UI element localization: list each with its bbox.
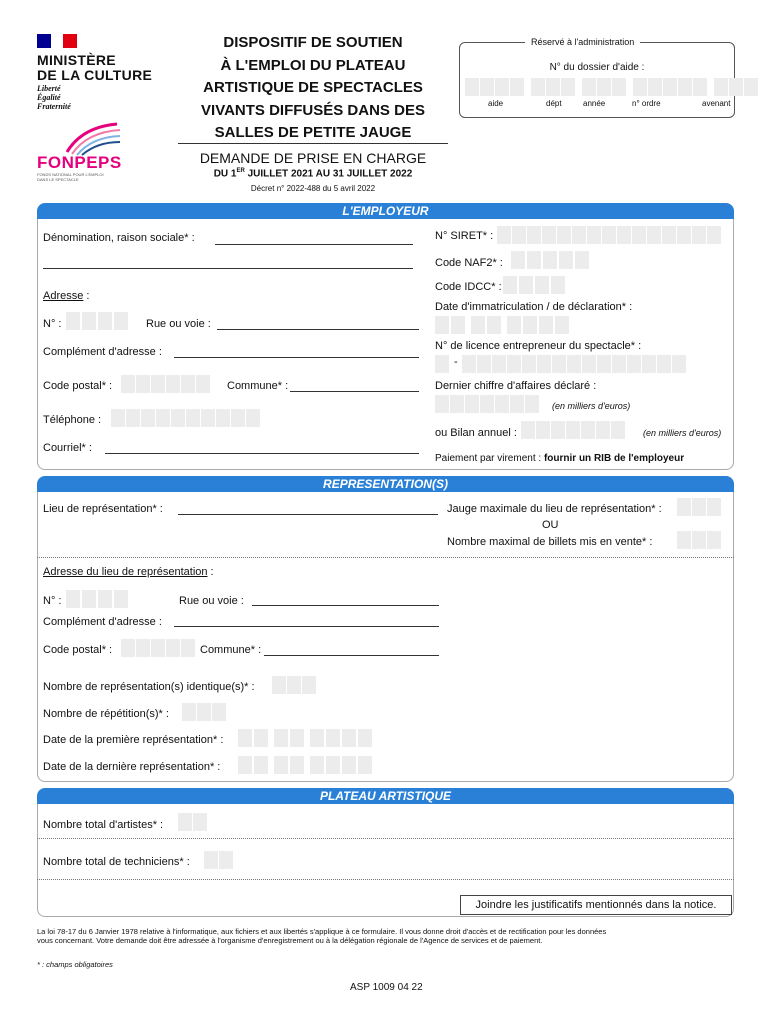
rep-commune-field[interactable] [264, 655, 439, 656]
licence-label: N° de licence entrepreneur du spectacle* : [435, 340, 642, 352]
loi-text-1: La loi 78-17 du 6 Janvier 1978 relative à l'informatique, aux fichiers et aux libertés s'applique à ce formulaire. Il vous donne droit d'accès et de rectification pour les données [37, 927, 607, 936]
tel-label: Téléphone : [43, 414, 102, 426]
rep-complement-field[interactable] [174, 626, 439, 627]
emp-complement-label: Complément d'adresse : [43, 346, 162, 358]
form-reference: ASP 1009 04 22 [350, 982, 423, 993]
denomination-label: Dénomination, raison sociale* : [43, 232, 195, 244]
artistes-label: Nombre total d'artistes* : [43, 819, 164, 831]
paiement-label: Paiement par virement : fournir un RIB de l'employeur [435, 453, 685, 464]
jauge-cells[interactable] [677, 498, 721, 516]
admin-avenant: avenant [702, 99, 731, 108]
representation-header: REPRESENTATION(S) [37, 476, 734, 492]
emp-rue-field[interactable] [217, 329, 419, 330]
demande-title: DEMANDE DE PRISE EN CHARGE [199, 150, 427, 166]
idcc-label: Code IDCC* : [435, 281, 502, 293]
denomination-field-2[interactable] [43, 268, 413, 269]
emp-complement-field[interactable] [174, 357, 419, 358]
period-text: DU 1ER JUILLET 2021 AU 31 JUILLET 2022 [213, 168, 413, 180]
ca-label: Dernier chiffre d'affaires déclaré : [435, 380, 597, 392]
emp-commune-label: Commune* : [227, 380, 289, 392]
licence-dash: - [454, 356, 458, 368]
date-first-label: Date de la première représentation* : [43, 734, 224, 746]
motto-liberte: Liberté [37, 84, 61, 93]
billets-label: Nombre maximal de billets mis en vente* : [447, 536, 653, 548]
idcc-cells[interactable] [503, 276, 565, 294]
bilan-unit: (en milliers d'euros) [643, 428, 722, 438]
courriel-field[interactable] [105, 453, 419, 454]
date-first-cells[interactable] [238, 729, 372, 747]
bilan-cells[interactable] [521, 421, 625, 439]
denomination-field[interactable] [215, 244, 413, 245]
plateau-divider-2 [37, 879, 734, 880]
plateau-header: PLATEAU ARTISTIQUE [37, 788, 734, 804]
admin-cells[interactable] [465, 78, 758, 96]
ou-label: OU [542, 519, 559, 531]
emp-num-cells[interactable] [66, 312, 128, 330]
rep-num-cells[interactable] [66, 590, 128, 608]
courriel-label: Courriel* : [43, 442, 92, 454]
nb-repet-cells[interactable] [182, 703, 226, 721]
loi-text-2: vous concernant. Votre demande doit être adressée à l'organisme d'enregistrement ou à la délégation régionale de l'Agence de services et de paiement. [37, 936, 543, 945]
marianne-flag-icon [37, 34, 77, 48]
nb-rep-label: Nombre de représentation(s) identique(s)* : [43, 681, 255, 693]
tel-cells[interactable] [111, 409, 260, 427]
naf-label: Code NAF2* : [435, 257, 503, 269]
ca-cells[interactable] [435, 395, 539, 413]
emp-rue-label: Rue ou voie : [146, 318, 211, 330]
immat-label: Date d'immatriculation / de déclaration* : [435, 301, 633, 313]
title-block [178, 32, 448, 145]
techniciens-label: Nombre total de techniciens* : [43, 856, 190, 868]
fonpeps-name: FONPEPS [37, 153, 122, 172]
emp-commune-field[interactable] [290, 391, 419, 392]
justificatifs-box: Joindre les justificatifs mentionnés dans la notice. [460, 895, 732, 915]
fonpeps-subtitle-2: DANS LE SPECTACLE [37, 177, 79, 182]
title-divider [178, 143, 448, 144]
nb-rep-cells[interactable] [272, 676, 316, 694]
fonpeps-subtitle-1: FONDS NATIONAL POUR L'EMPLOI [37, 172, 104, 177]
decret-text: Décret n° 2022-488 du 5 avril 2022 [250, 184, 376, 193]
adresse-lieu-label: Adresse du lieu de représentation : [43, 566, 214, 578]
bilan-label: ou Bilan annuel : [435, 427, 517, 439]
rep-rue-label: Rue ou voie : [179, 595, 244, 607]
artistes-cells[interactable] [178, 813, 207, 831]
plateau-divider-1 [37, 838, 734, 839]
nb-repet-label: Nombre de répétition(s)* : [43, 708, 169, 720]
title-line3: ARTISTIQUE DE SPECTACLES [203, 79, 423, 96]
admin-aide: aide [488, 99, 504, 108]
ministere-name-line1: MINISTÈRE [37, 52, 116, 68]
obligatoires-note: * : champs obligatoires [37, 960, 113, 969]
rep-num-label: N° : [43, 595, 62, 607]
adresse-label: Adresse : [43, 290, 90, 302]
rep-commune-label: Commune* : [200, 644, 262, 656]
date-last-label: Date de la dernière représentation* : [43, 761, 221, 773]
motto-egalite: Égalité [37, 93, 61, 102]
immat-cells[interactable] [435, 316, 569, 334]
naf-cells[interactable] [511, 251, 589, 269]
emp-num-label: N° : [43, 318, 62, 330]
rep-rue-field[interactable] [252, 605, 439, 606]
lieu-field[interactable] [178, 514, 438, 515]
employeur-header: L'EMPLOYEUR [37, 203, 734, 219]
jauge-label: Jauge maximale du lieu de représentation* : [447, 503, 662, 515]
title-line1: DISPOSITIF DE SOUTIEN [223, 34, 403, 51]
title-line2: À L'EMPLOI DU PLATEAU [220, 56, 406, 74]
lieu-label: Lieu de représentation* : [43, 503, 163, 515]
siret-label: N° SIRET* : [435, 230, 494, 242]
rep-cp-label: Code postal* : [43, 644, 113, 656]
siret-cells[interactable] [497, 226, 721, 244]
licence-cells[interactable] [435, 355, 449, 373]
admin-reserved-label: Réservé à l'administration [525, 37, 640, 47]
title-line4: VIVANTS DIFFUSÉS DANS DES [201, 101, 425, 119]
motto-fraternite: Fraternité [37, 102, 71, 111]
admin-dept: dépt [546, 99, 562, 108]
admin-ordre: n° ordre [632, 99, 661, 108]
emp-cp-label: Code postal* : [43, 380, 113, 392]
ca-unit: (en milliers d'euros) [552, 401, 631, 411]
rep-complement-label: Complément d'adresse : [43, 616, 162, 628]
dossier-label: N° du dossier d'aide : [549, 62, 645, 73]
admin-annee: année [583, 99, 606, 108]
techniciens-cells[interactable] [204, 851, 233, 869]
rep-divider [37, 557, 734, 558]
rep-cp-cells[interactable] [121, 639, 195, 657]
billets-cells[interactable] [677, 531, 721, 549]
title-line5: SALLES DE PETITE JAUGE [214, 124, 412, 141]
date-last-cells[interactable] [238, 756, 372, 774]
ministere-name-line2: DE LA CULTURE [37, 67, 153, 83]
licence-cells-2[interactable] [462, 355, 686, 373]
emp-cp-cells[interactable] [121, 375, 210, 393]
fonpeps-swoosh-icon [62, 122, 122, 156]
